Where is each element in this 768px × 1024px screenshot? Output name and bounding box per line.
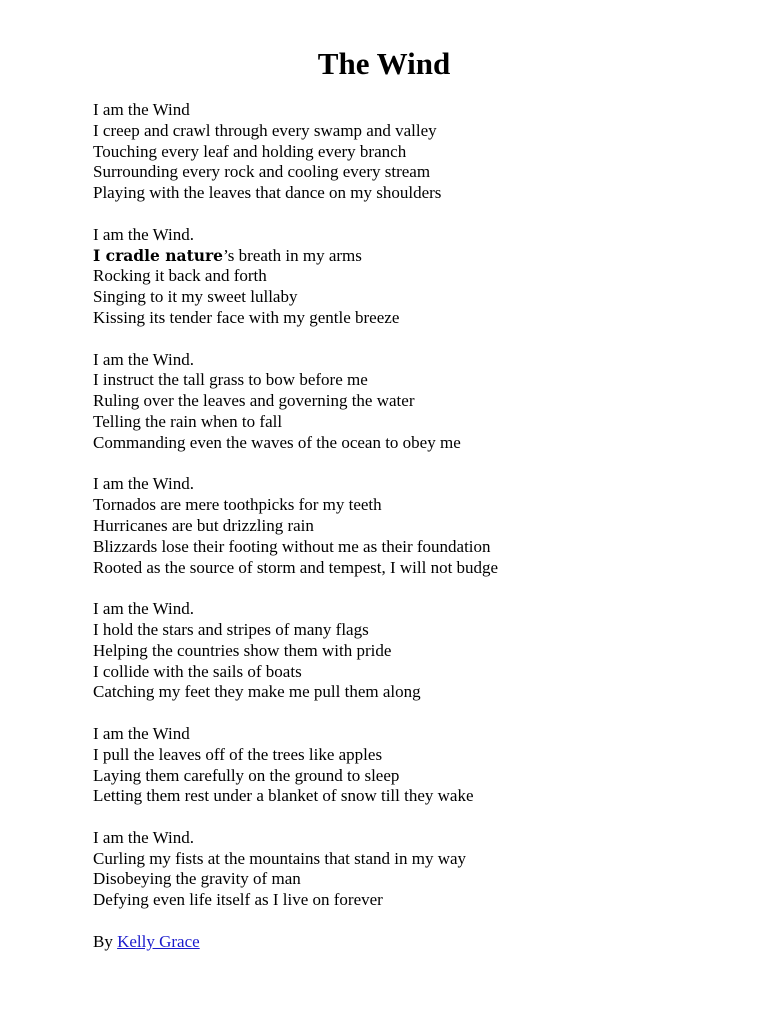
poem-line: I am the Wind. bbox=[93, 349, 194, 369]
poem-line-mixed bbox=[93, 246, 733, 267]
poem-line: Defying even life itself as I live on forever bbox=[93, 890, 383, 910]
author-link[interactable]: Kelly Grace bbox=[117, 931, 200, 951]
stanza bbox=[93, 724, 733, 807]
poem-line: I instruct the tall grass to bow before me bbox=[93, 370, 368, 390]
stanza bbox=[93, 100, 733, 204]
poem-line: Surrounding every rock and cooling every stream bbox=[93, 162, 431, 182]
byline-prefix: By bbox=[93, 931, 118, 951]
poem-line: Commanding even the waves of the ocean to obey me bbox=[93, 432, 461, 452]
poem-line: Touching every leaf and holding every branch bbox=[93, 141, 407, 161]
poem-line: I am the Wind. bbox=[93, 474, 194, 494]
poem-line: Disobeying the gravity of man bbox=[93, 869, 301, 889]
poem-line: Curling my fists at the mountains that stand in my way bbox=[93, 848, 467, 868]
poem-line: I collide with the sails of boats bbox=[93, 661, 302, 681]
poem-line: I am the Wind. bbox=[93, 599, 194, 619]
poem-title: The Wind bbox=[317, 46, 451, 81]
stanza bbox=[93, 350, 733, 454]
poem-line: Laying them carefully on the ground to sleep bbox=[93, 765, 400, 785]
poem-line: Telling the rain when to fall bbox=[93, 411, 283, 431]
poem-line: I am the Wind. bbox=[93, 827, 194, 847]
stanza bbox=[93, 225, 733, 329]
poem-line: Singing to it my sweet lullaby bbox=[93, 287, 298, 307]
bold-text-fragment: I cradle nature bbox=[93, 245, 224, 265]
byline bbox=[93, 932, 733, 953]
stanza bbox=[93, 828, 733, 911]
poem-line: Catching my feet they make me pull them along bbox=[93, 682, 421, 702]
stanza bbox=[93, 599, 733, 703]
poem-line: I creep and crawl through every swamp and valley bbox=[93, 120, 437, 140]
poem-line: Rocking it back and forth bbox=[93, 266, 267, 286]
poem-line: Blizzards lose their footing without me as their foundation bbox=[93, 536, 491, 556]
poem-line: I hold the stars and stripes of many flags bbox=[93, 619, 369, 639]
line-remainder: ’s breath in my arms bbox=[223, 245, 362, 265]
poem-line: Hurricanes are but drizzling rain bbox=[93, 515, 314, 535]
poem-line: Ruling over the leaves and governing the water bbox=[93, 391, 415, 411]
poem-line: I pull the leaves off of the trees like apples bbox=[93, 744, 383, 764]
poem-line: I am the Wind. bbox=[93, 224, 194, 244]
poem-line: Rooted as the source of storm and tempest, I will not budge bbox=[93, 557, 499, 577]
poem-line: I am the Wind bbox=[93, 100, 190, 119]
poem-line: Playing with the leaves that dance on my shoulders bbox=[93, 183, 442, 203]
poem-line: Kissing its tender face with my gentle breeze bbox=[93, 307, 400, 327]
stanza bbox=[93, 474, 733, 578]
poem-line: Helping the countries show them with pride bbox=[93, 640, 392, 660]
poem-line: Letting them rest under a blanket of snow till they wake bbox=[93, 786, 474, 806]
poem-line: I am the Wind bbox=[93, 723, 190, 743]
poem-line: Tornados are mere toothpicks for my teeth bbox=[93, 495, 382, 515]
poem-body bbox=[93, 100, 733, 953]
